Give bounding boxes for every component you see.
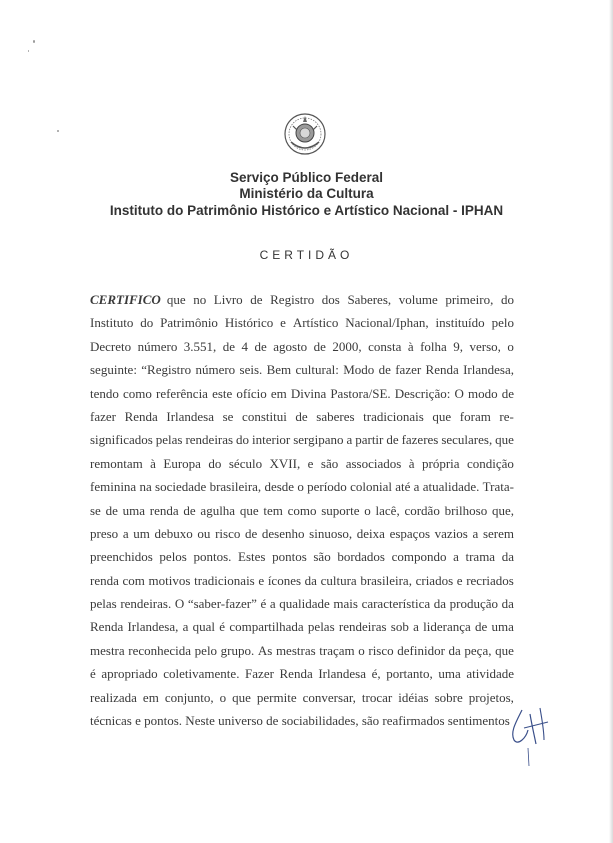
certifico-lead: CERTIFICO <box>90 292 161 307</box>
body-line: preso a um debuxo ou risco de desenho sinuoso, deixa espaços vazios a serem <box>90 525 514 541</box>
coat-of-arms-seal-icon <box>283 112 327 156</box>
body-line: seguinte: “Registro número seis. Bem cultural: Modo de fazer Renda Irlandesa, <box>90 362 514 378</box>
scan-edge-shadow <box>609 0 613 843</box>
body-line: Instituto do Patrimônio Histórico e Artístico Nacional/Iphan, instituído pelo <box>90 315 514 331</box>
scan-speck <box>28 50 29 52</box>
scan-speck <box>33 40 35 43</box>
scan-speck <box>57 130 59 132</box>
body-line: remontam à Europa do século XVII, e são associados à própria condição <box>90 455 514 471</box>
body-line-text: que no Livro de Registro dos Saberes, volume primeiro, do <box>166 292 514 307</box>
document-title: CERTIDÃO <box>259 248 354 262</box>
body-line: realizada em conjunto, o que permite conversar, trocar idéias sobre projetos, <box>90 689 514 705</box>
body-line: Decreto número 3.551, de 4 de agosto de 2000, consta à folha 9, verso, o <box>90 338 514 354</box>
body-line: feminina na sociedade brasileira, desde o período colonial até a atualidade. Trata- <box>90 479 514 495</box>
body-line: técnicas e pontos. Neste universo de sociabilidades, são reafirmados sentimentos <box>90 713 510 729</box>
body-line <box>90 288 514 311</box>
handwritten-initials-signature <box>500 700 560 770</box>
body-line: fazer Renda Irlandesa se constitui de saberes tradicionais que foram re- <box>90 408 514 424</box>
body-line: mestra reconhecida pelo grupo. As mestras traçam o risco definidor da peça, que <box>90 642 514 658</box>
header-service-name: Serviço Público Federal <box>229 170 384 185</box>
certificate-body <box>90 288 514 732</box>
header-institute-name: Instituto do Patrimônio Histórico e Artístico Nacional - IPHAN <box>109 203 504 218</box>
body-line: tendo como referência este ofício em Divina Pastora/SE. Descrição: O modo de <box>90 385 514 401</box>
header-ministry-name: Ministério da Cultura <box>239 186 374 201</box>
body-line: se de uma renda de agulha que tem como suporte o lacê, cordão brilhoso que, <box>90 502 514 518</box>
body-line: Renda Irlandesa, a qual é compartilhada pelas rendeiras sob a liderança de uma <box>90 619 514 635</box>
body-line: é apropriado coletivamente. Fazer Renda Irlandesa é, portanto, uma atividade <box>90 666 514 682</box>
body-line: renda com motivos tradicionais e ícones da cultura brasileira, criados e recriados <box>90 572 514 588</box>
body-line: pelas rendeiras. O “saber-fazer” é a qualidade mais característica da produção da <box>90 596 514 612</box>
body-line: significados pelas rendeiras do interior sergipano a partir de fazeres seculares, que <box>90 432 514 448</box>
body-line: preenchidos pelos pontos. Estes pontos são bordados compondo a trama da <box>90 549 514 565</box>
